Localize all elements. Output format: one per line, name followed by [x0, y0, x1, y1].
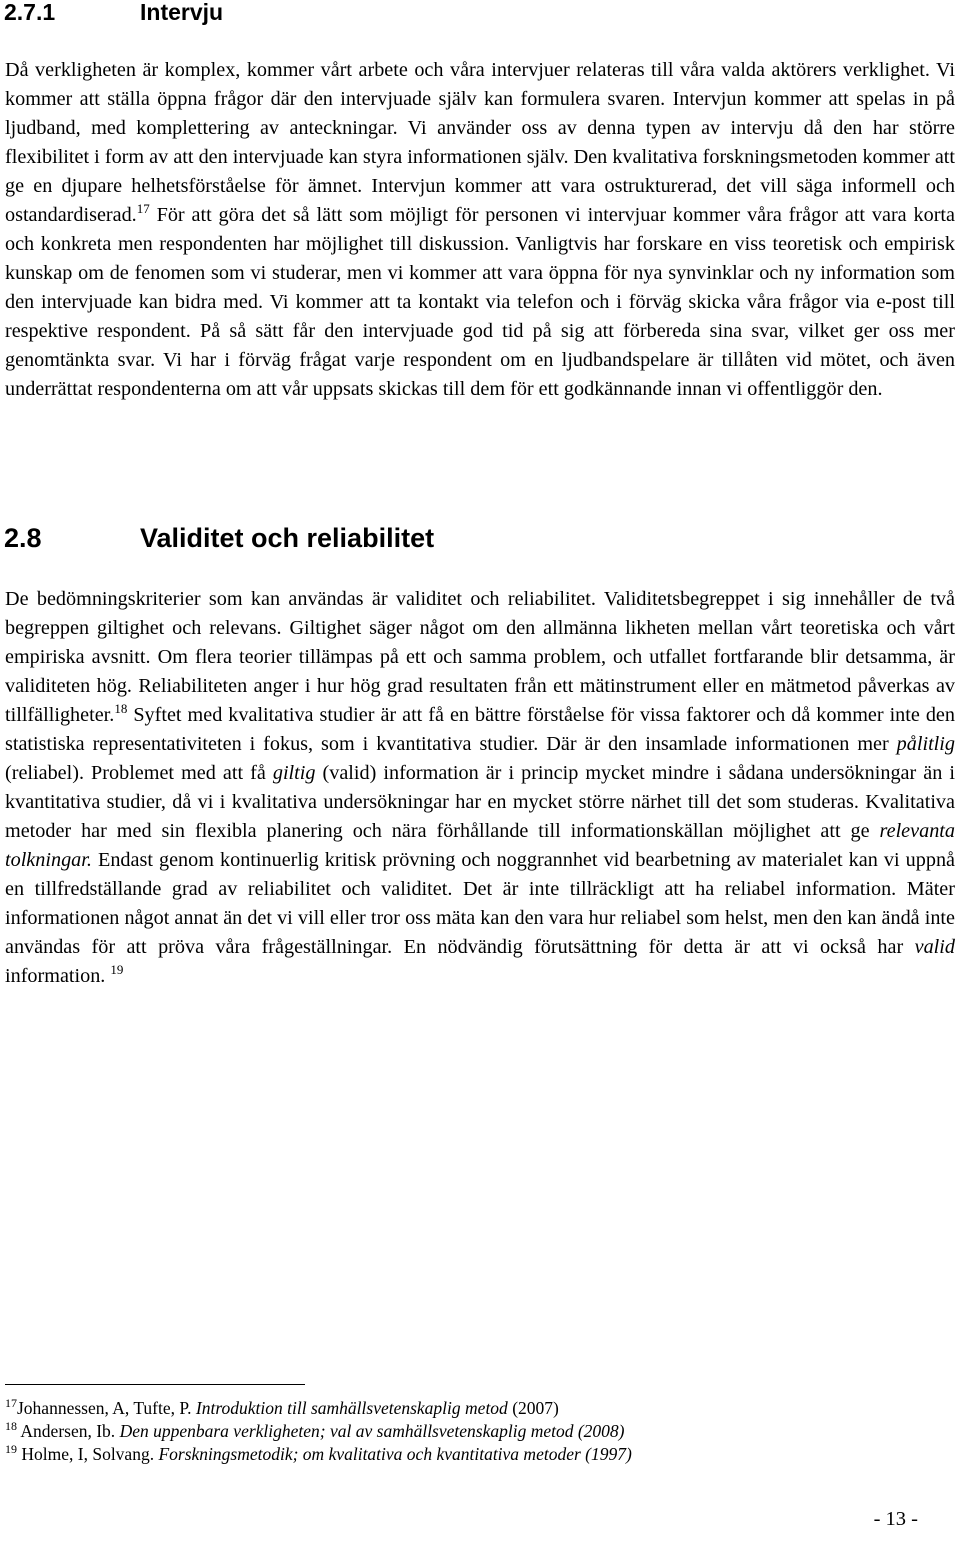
section-number: 2.8: [4, 523, 42, 553]
emphasis-relevanta-tolkningar: relevanta tolkningar.: [5, 820, 955, 871]
section-heading-intervju: [4, 0, 223, 27]
paragraph-text: För att göra det så lätt som möjligt för personen vi intervjuar kommer våra frågor att vara korta och konkreta men respondenten har möjlighet till diskussion. Vanligtvis har forskare en viss teoretisk och empirisk kunskap om de fenomen som vi studerar, men vi kommer att vara öppna för nya synvinklar och ny information som den intervjuade kan bidra med. Vi kommer att ta kontakt via telefon och i förväg skicka våra frågor via e-post till respektive respondent. På så sätt får den intervjuade god tid på sig att förbereda sina svar, vilket ger oss mer genomtänkta svar. Vi har i förväg frågat varje respondent om en ljudbandspelare är tillåten vid mötet, och även underrättat respondenterna om att vår uppsats skickas till dem för ett godkännande innan vi offentliggör den.: [5, 204, 955, 400]
footnote-title: Introduktion till samhällsvetenskaplig metod: [195, 1398, 508, 1418]
footnote-number: 19: [5, 1442, 17, 1456]
paragraph-text: (valid) information är i princip mycket mindre i sådana undersökningar än i kvantitativa studier, då vi i kvalitativa undersökningar har en mycket större närhet till det som studeras. Kvalitativa metoder har med sin flexibla planering och nära förhållande till informationskällan möjlighet att ge: [5, 762, 955, 842]
footnote-title: Den uppenbara verkligheten; val av samhällsvetenskaplig metod (2008): [119, 1421, 625, 1441]
paragraph-text: (reliabel). Problemet med att få: [5, 762, 273, 784]
emphasis-giltig: giltig: [272, 762, 316, 784]
emphasis-palitlig: pålitlig: [896, 733, 955, 755]
paragraph-text: Då verkligheten är komplex, kommer vårt arbete och våra intervjuer relateras till våra valda aktörers verklighet. Vi kommer att ställa öppna frågor där den intervjuade själv kan formulera svaren. Intervjun kommer att spelas in på ljudband, med komplettering av anteckningar. Vi använder oss av denna typen av intervju då den har större flexibilitet i form av att den intervjuade kan styra informationen själv. Den kvalitativa forskningsmetoden kommer att ge en djupare helhetsförståelse för ämnet. Intervjun kommer att vara ostrukturerad, det vill säga informell och ostandardiserad.: [5, 59, 955, 226]
paragraph-text: Endast genom kontinuerlig kritisk prövning och noggrannhet vid bearbetning av materialet kan vi uppnå en tillfredställande grad av reliabilitet och validitet. Det är inte tillräckligt att ha reliabel information. Mäter informationen något annat än det vi vill eller tror oss mäta kan den vara hur reliabel som helst, men den kan ändå inte användas för att pröva våra frågeställningar. En nödvändig förutsättning för detta är att vi också har: [5, 849, 955, 958]
footnote-ref-18[interactable]: 18: [114, 701, 128, 716]
paragraph-text: information.: [5, 965, 111, 987]
footnote-author: Andersen, Ib.: [17, 1421, 120, 1441]
footnote-author: Johannessen, A, Tufte, P.: [17, 1398, 196, 1418]
footnote-number: 18: [5, 1419, 17, 1433]
paragraph-intervju: [5, 56, 955, 404]
emphasis-valid: valid: [914, 936, 955, 958]
footnote-number: 17: [5, 1396, 17, 1410]
footnote-divider: [5, 1384, 305, 1385]
paragraph-text: Syftet med kvalitativa studier är att få en bättre förståelse för vissa faktorer och då kommer inte den statistiska representativiteten i fokus, som i kvantitativa studier. Där är den insamlade informationen mer: [5, 704, 955, 755]
footnote-ref-19[interactable]: 19: [110, 962, 124, 977]
page-number: - 13 -: [873, 1508, 918, 1530]
paragraph-validitet: [5, 585, 955, 991]
footnote-ref-17[interactable]: 17: [136, 201, 150, 216]
footnote-title: Forskningsmetodik; om kvalitativa och kvantitativa metoder (1997): [158, 1444, 632, 1464]
footnote-19: [5, 1443, 945, 1466]
section-title: Intervju: [140, 0, 224, 25]
paragraph-text: De bedömningskriterier som kan användas är validitet och reliabilitet. Validitetsbegreppet i sig innehåller de två begreppen giltighet och relevans. Giltighet säger något om den allmänna likheten mellan vårt teoretiska och vårt empiriska avsnitt. Om flera teorier tillämpas på ett och samma problem, och utfallet fortfarande blir detsamma, är validiteten hög. Reliabiliteten anger i hur hög grad resultaten från ett mätinstrument eller en mätmetod påverkas av tillfälligheter.: [5, 588, 955, 726]
footnote-18: [5, 1420, 945, 1443]
footnote-year: (2007): [507, 1398, 559, 1418]
footnote-author: Holme, I, Solvang.: [17, 1444, 159, 1464]
section-heading-validitet: [4, 520, 434, 556]
section-title: Validitet och reliabilitet: [140, 523, 435, 553]
footnote-17: [5, 1397, 945, 1420]
footnotes: [5, 1397, 945, 1466]
section-number: 2.7.1: [4, 0, 56, 25]
